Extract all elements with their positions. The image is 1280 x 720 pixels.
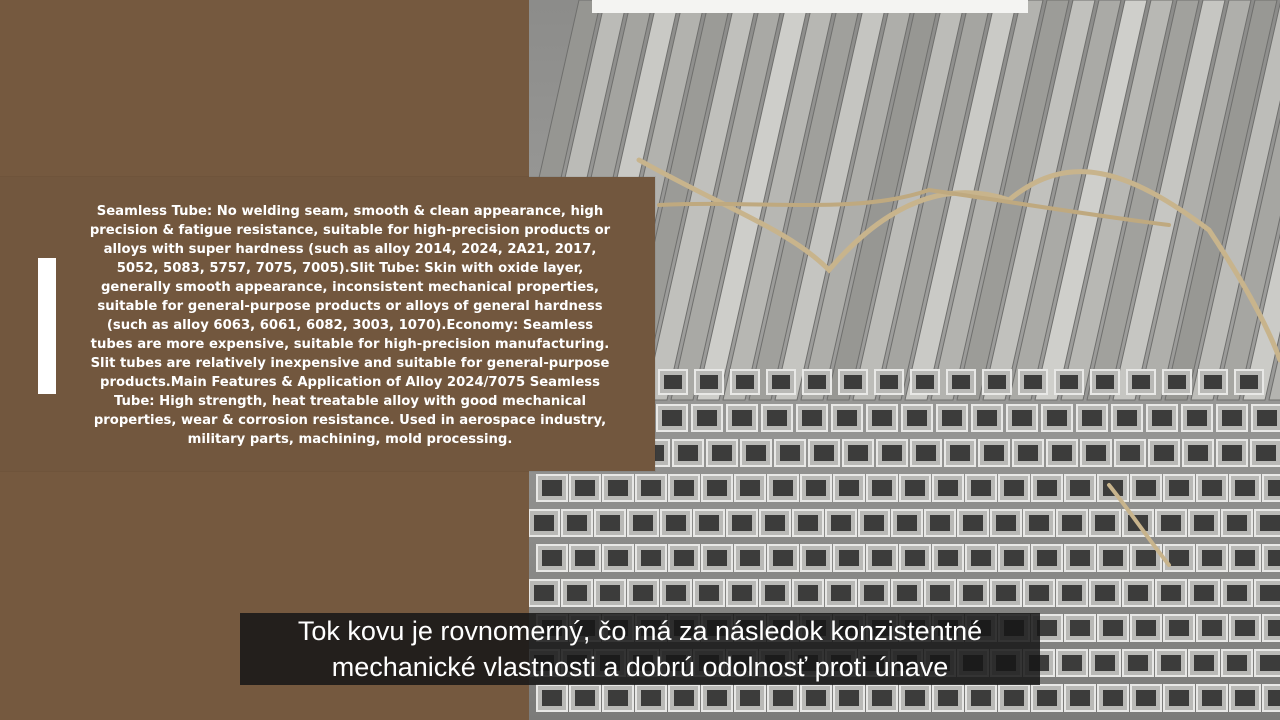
subtitle-line-2: mechanické vlastnosti a dobrú odolnosť proti únave (331, 652, 949, 682)
top-white-strip (592, 0, 1028, 13)
description-text: Seamless Tube: No welding seam, smooth & clean appearance, high precision & fatigue resistance, suitable for high-precision products or alloys with super hardness (such as alloy 2014, 2024, 2A21, 2017, 5052, 5083, 5757, 7075, 7005).Slit Tube: Skin with oxide layer, generally smooth appearance, inconsistent mechanical properties, suitable for general-purpose products or alloys of general hardness (such as alloy 6063, 6061, 6082, 3003, 1070).Economy: Seamless tubes are more expensive, suitable for high-precision manufacturing. Slit tubes are relatively inexpensive and suitable for general-purpose products.Main Features & Application of Alloy 2024/7075 Seamless Tube: High strength, heat treatable alloy with good mechanical properties, wear & corrosion resistance. Used in aerospace industry, military parts, machining, mold processing. (89, 204, 611, 446)
subtitle-line-1: Tok kovu je rovnomerný, čo má za následok konzistentné (297, 616, 983, 646)
subtitle-caption (240, 613, 1040, 685)
accent-bar (38, 258, 56, 394)
